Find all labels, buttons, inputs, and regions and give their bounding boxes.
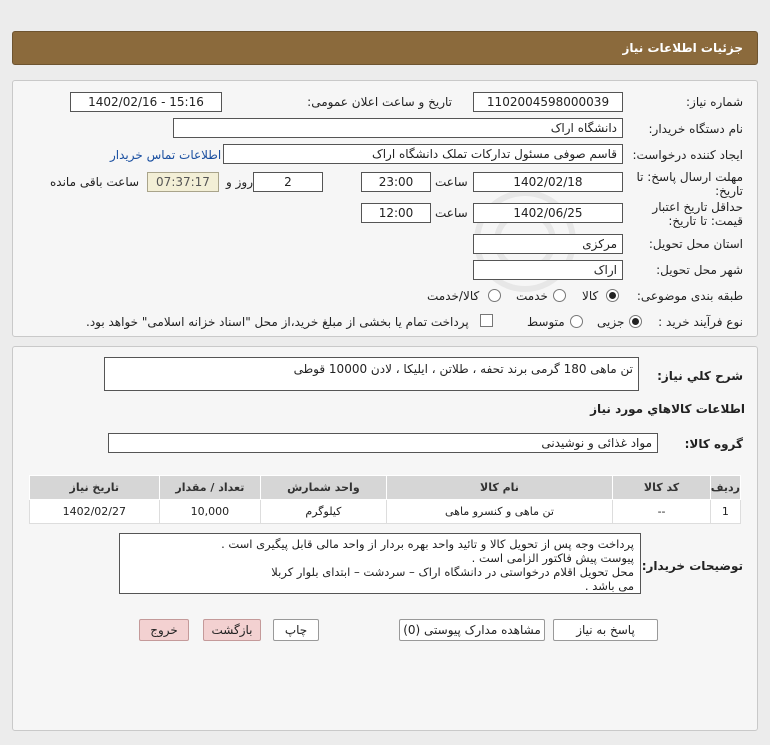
treasury-payment-checkbox[interactable] <box>480 314 493 327</box>
treasury-payment-note: پرداخت تمام یا بخشی از مبلغ خرید،از محل "اسناد خزانه اسلامی" خواهد بود. <box>86 315 469 329</box>
category-radio-goods-service[interactable] <box>488 289 501 302</box>
goods-group-label: گروه كالا: <box>684 437 743 451</box>
col-header-name: نام کالا <box>386 476 613 500</box>
days-field: 2 <box>253 172 323 192</box>
process-label: نوع فرآیند خرید : <box>658 315 743 329</box>
process-option-medium: متوسط <box>527 315 565 329</box>
cell-unit: کیلوگرم <box>261 500 386 524</box>
buyer-org-label: نام دستگاه خریدار: <box>648 122 743 136</box>
category-label: طبقه بندی موضوعی: <box>636 289 743 303</box>
buyer-org-field: دانشگاه اراک <box>173 118 623 138</box>
category-radio-goods[interactable] <box>606 289 619 302</box>
category-radio-service[interactable] <box>553 289 566 302</box>
process-radio-medium[interactable] <box>570 315 583 328</box>
buyer-notes-line-1: پرداخت وجه پس از تحویل کالا و تائید واحد بهره بردار از واحد مالی قابل پیگیری است . <box>221 537 634 551</box>
deadline-label-line2: تاریخ: <box>715 184 743 198</box>
remaining-label: ساعت باقی مانده <box>50 175 140 189</box>
exit-button[interactable]: خروج <box>139 619 189 641</box>
need-number-field: 1102004598000039 <box>473 92 623 112</box>
validity-label-line2: قیمت: تا تاریخ: <box>668 214 743 228</box>
items-table <box>29 475 741 524</box>
need-description-field: تن ماهی 180 گرمی برند تحفه ، طلاتن ، ایلیکا ، لادن 10000 قوطی <box>104 357 639 391</box>
city-label: شهر محل تحویل: <box>656 263 743 277</box>
validity-date-field: 1402/06/25 <box>473 203 623 223</box>
days-label: روز و <box>226 175 253 189</box>
col-header-date: تاریخ نیاز <box>30 476 160 500</box>
print-button[interactable]: چاپ <box>273 619 319 641</box>
category-option-goods: کالا <box>582 289 599 303</box>
cell-name: تن ماهی و کنسرو ماهی <box>386 500 613 524</box>
validity-time-label: ساعت <box>435 206 468 220</box>
process-option-minor: جزیی <box>597 315 625 329</box>
table-row <box>30 500 741 524</box>
deadline-date-field: 1402/02/18 <box>473 172 623 192</box>
category-option-service: خدمت <box>516 289 548 303</box>
need-number-label: شماره نیاز: <box>686 95 743 109</box>
buyer-notes-line-3: محل تحویل اقلام درخواستی در دانشگاه اراک – سردشت – ابتدای بلوار کربلا <box>271 565 634 579</box>
city-field: اراک <box>473 260 623 280</box>
remaining-timer: 07:37:17 <box>147 172 219 192</box>
deadline-time-label: ساعت <box>435 175 468 189</box>
validity-time-field: 12:00 <box>361 203 431 223</box>
deadline-label-line1: مهلت ارسال پاسخ: تا <box>636 170 743 184</box>
col-header-unit: واحد شمارش <box>261 476 386 500</box>
cell-code: -- <box>613 500 710 524</box>
validity-label-line1: حداقل تاریخ اعتبار <box>652 200 743 214</box>
buyer-notes-label: توضیحات خریدار: <box>641 559 743 573</box>
view-attachments-button[interactable]: مشاهده مدارک پیوستی (0) <box>399 619 545 641</box>
col-header-row: ردیف <box>710 476 740 500</box>
requester-label: ایجاد کننده درخواست: <box>632 148 743 162</box>
col-header-qty: تعداد / مقدار <box>159 476 261 500</box>
items-table-wrapper <box>29 475 741 524</box>
announce-label: تاریخ و ساعت اعلان عمومی: <box>307 95 452 109</box>
requester-field: قاسم صوفی مسئول تدارکات تملک دانشگاه اراک <box>223 144 623 164</box>
announce-field: 1402/02/16 - 15:16 <box>70 92 222 112</box>
buyer-notes-line-2: پیوست پیش فاکتور الزامی است . <box>471 551 634 565</box>
cell-date: 1402/02/27 <box>30 500 160 524</box>
col-header-code: کد کالا <box>613 476 710 500</box>
items-table-header-row <box>30 476 741 500</box>
items-section-title: اطلاعات كالاهاي مورد نياز <box>590 402 745 416</box>
contact-buyer-link[interactable]: اطلاعات تماس خریدار <box>110 148 222 162</box>
buyer-notes-line-4: می باشد . <box>584 579 634 593</box>
category-option-goods-service: کالا/خدمت <box>427 289 480 303</box>
buyer-notes-box <box>119 533 641 594</box>
goods-group-field: مواد غذائی و نوشیدنی <box>108 433 658 453</box>
need-description-label: شرح كلي نياز: <box>657 369 743 383</box>
process-radio-minor[interactable] <box>629 315 642 328</box>
reply-to-need-button[interactable]: پاسخ به نیاز <box>553 619 658 641</box>
deadline-time-field: 23:00 <box>361 172 431 192</box>
back-button[interactable]: بازگشت <box>203 619 261 641</box>
page-title: جزئیات اطلاعات نیاز <box>622 41 743 55</box>
page-header <box>12 31 758 65</box>
province-field: مرکزی <box>473 234 623 254</box>
province-label: استان محل تحویل: <box>648 237 743 251</box>
cell-qty: 10,000 <box>159 500 261 524</box>
cell-row: 1 <box>710 500 740 524</box>
